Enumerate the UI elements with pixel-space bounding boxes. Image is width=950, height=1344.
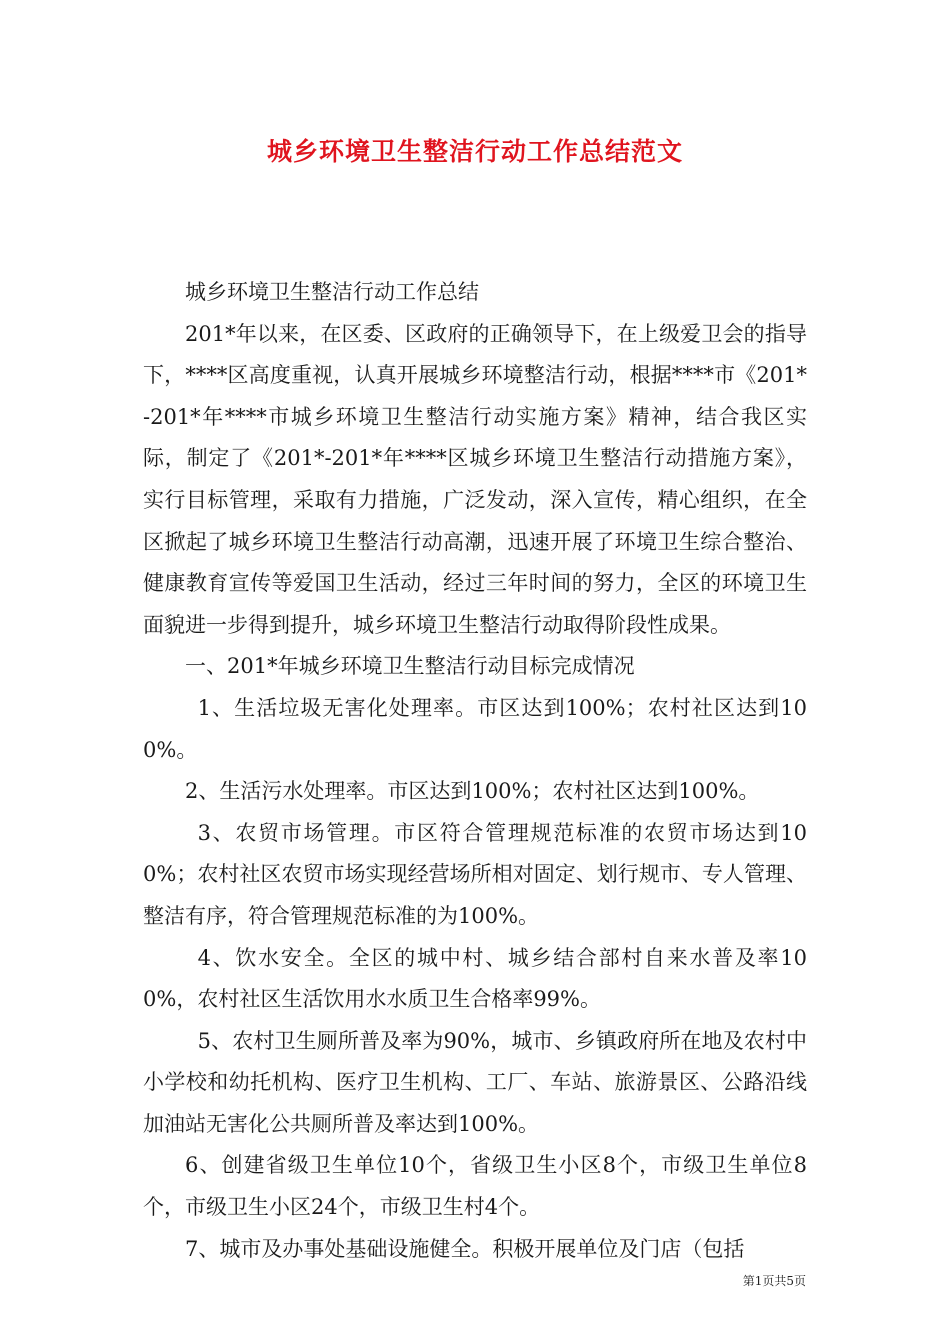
page-number: 第1页共5页 bbox=[742, 1274, 806, 1288]
paragraph-intro: 201*年以来，在区委、区政府的正确领导下，在上级爱卫会的指导下，****区高度重视，认真开展城乡环境整洁行动，根据****市《201*-201*年****市城乡环境卫生整洁行动实施方案》精神，结合我区实际，制定了《201*-201*年****区城乡环境卫生整洁行动措施方案》，实行目标管理，采取有力措施，广泛发动，深入宣传，精心组织，在全区掀起了城乡环境卫生整洁行动高潮，迅速开展了环境卫生综合整治、健康教育宣传等爱国卫生活动，经过三年时间的努力，全区的环境卫生面貌进一步得到提升，城乡环境卫生整洁行动取得阶段性成果。 bbox=[143, 321, 807, 637]
paragraph-item-7: 7、城市及办事处基础设施健全。积极开展单位及门店（包括 bbox=[185, 1236, 745, 1261]
paragraph-item-2: 2、生活污水处理率。市区达到100%；农村社区达到100%。 bbox=[185, 779, 760, 804]
page-title: 城乡环境卫生整洁行动工作总结范文 bbox=[266, 137, 683, 166]
document-subtitle: 城乡环境卫生整洁行动工作总结 bbox=[185, 280, 479, 304]
paragraph-item-1: 1、生活垃圾无害化处理率。市区达到100%；农村社区达到100%。 bbox=[143, 695, 807, 762]
paragraph-item-3: 3、农贸市场管理。市区符合管理规范标准的农贸市场达到100%；农村社区农贸市场实现经营场所相对固定、划行规市、专人管理、整洁有序，符合管理规范标准的为100%。 bbox=[143, 820, 807, 928]
paragraph-item-4: 4、饮水安全。全区的城中村、城乡结合部村自来水普及率100%，农村社区生活饮用水水质卫生合格率99%。 bbox=[143, 945, 807, 1012]
paragraph-item-5: 5、农村卫生厕所普及率为90%，城市、乡镇政府所在地及农村中小学校和幼托机构、医疗卫生机构、工厂、车站、旅游景区、公路沿线加油站无害化公共厕所普及率达到100%。 bbox=[143, 1028, 807, 1136]
section-heading-1: 一、201*年城乡环境卫生整洁行动目标完成情况 bbox=[185, 654, 635, 679]
paragraph-item-6: 6、创建省级卫生单位10个，省级卫生小区8个，市级卫生单位8个，市级卫生小区24个，市级卫生村4个。 bbox=[143, 1153, 807, 1220]
document-body bbox=[143, 272, 807, 1270]
